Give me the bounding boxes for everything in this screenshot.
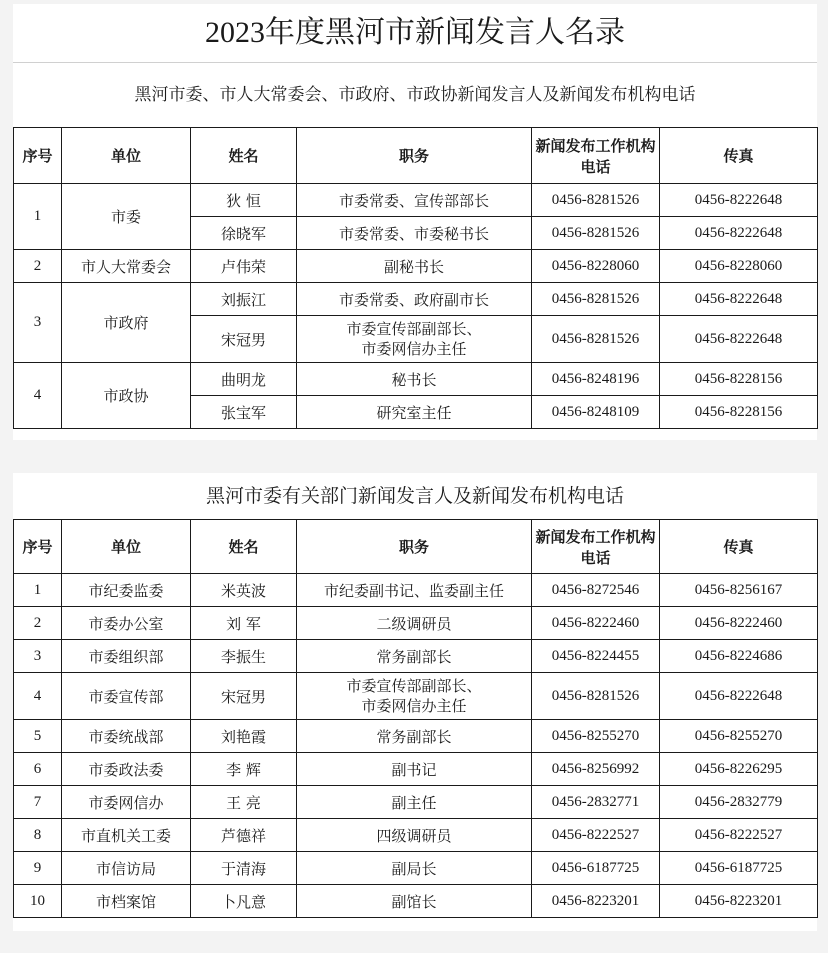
row-position: 副局长 <box>297 852 532 885</box>
row-name: 狄 恒 <box>191 184 297 217</box>
row-fax: 0456-8256167 <box>660 574 818 607</box>
table-row <box>14 885 818 918</box>
row-phone: 0456-8248196 <box>532 363 660 396</box>
row-phone: 0456-6187725 <box>532 852 660 885</box>
position-line-1: 市委宣传部副部长、 <box>346 320 482 338</box>
row-name: 曲明龙 <box>191 363 297 396</box>
row-position: 市委常委、宣传部部长 <box>297 184 532 217</box>
row-fax: 0456-8255270 <box>660 720 818 753</box>
row-no: 3 <box>14 283 62 363</box>
row-fax: 0456-8222460 <box>660 607 818 640</box>
row-name: 宋冠男 <box>191 673 297 720</box>
row-no: 5 <box>14 720 62 753</box>
row-no: 10 <box>14 885 62 918</box>
row-position: 市委常委、市委秘书长 <box>297 217 532 250</box>
row-unit: 市政协 <box>62 363 191 429</box>
header-name: 姓名 <box>191 520 297 574</box>
row-name: 于清海 <box>191 852 297 885</box>
row-phone: 0456-8272546 <box>532 574 660 607</box>
table-row <box>14 819 818 852</box>
row-position <box>297 316 532 363</box>
row-position: 常务副部长 <box>297 720 532 753</box>
row-fax: 0456-8222648 <box>660 283 818 316</box>
row-name: 米英波 <box>191 574 297 607</box>
header-no: 序号 <box>14 128 62 184</box>
row-fax: 0456-8222648 <box>660 673 818 720</box>
table-row <box>14 607 818 640</box>
row-position: 常务副部长 <box>297 640 532 673</box>
row-phone: 0456-8281526 <box>532 283 660 316</box>
row-unit: 市委网信办 <box>62 786 191 819</box>
row-fax: 0456-2832779 <box>660 786 818 819</box>
row-fax: 0456-8224686 <box>660 640 818 673</box>
row-fax: 0456-8223201 <box>660 885 818 918</box>
row-name: 刘振江 <box>191 283 297 316</box>
row-phone: 0456-8256992 <box>532 753 660 786</box>
row-no: 1 <box>14 184 62 250</box>
row-position: 副馆长 <box>297 885 532 918</box>
position-line-1: 市委宣传部副部长、 <box>346 677 482 695</box>
row-position: 研究室主任 <box>297 396 532 429</box>
row-no: 1 <box>14 574 62 607</box>
row-position: 四级调研员 <box>297 819 532 852</box>
row-no: 4 <box>14 673 62 720</box>
table-row <box>14 720 818 753</box>
row-name: 徐晓军 <box>191 217 297 250</box>
row-no: 3 <box>14 640 62 673</box>
row-no: 7 <box>14 786 62 819</box>
row-fax: 0456-8222648 <box>660 217 818 250</box>
row-phone: 0456-2832771 <box>532 786 660 819</box>
section2-sheet <box>13 473 817 931</box>
row-unit: 市委组织部 <box>62 640 191 673</box>
row-fax: 0456-8222648 <box>660 184 818 217</box>
row-unit: 市委宣传部 <box>62 673 191 720</box>
row-unit: 市委 <box>62 184 191 250</box>
row-unit: 市委办公室 <box>62 607 191 640</box>
row-no: 6 <box>14 753 62 786</box>
row-no: 4 <box>14 363 62 429</box>
row-fax: 0456-8226295 <box>660 753 818 786</box>
row-name: 李振生 <box>191 640 297 673</box>
row-unit: 市纪委监委 <box>62 574 191 607</box>
row-position: 副书记 <box>297 753 532 786</box>
row-phone: 0456-8255270 <box>532 720 660 753</box>
table-row <box>14 184 818 217</box>
table-header-row <box>14 128 818 184</box>
header-fax: 传真 <box>660 128 818 184</box>
table-row <box>14 640 818 673</box>
row-name: 刘 军 <box>191 607 297 640</box>
row-fax: 0456-8228156 <box>660 396 818 429</box>
row-no: 2 <box>14 607 62 640</box>
row-position <box>297 673 532 720</box>
section1-title: 黑河市委、市人大常委会、市政府、市政协新闻发言人及新闻发布机构电话 <box>134 85 696 105</box>
row-unit: 市政府 <box>62 283 191 363</box>
section2-title: 黑河市委有关部门新闻发言人及新闻发布机构电话 <box>205 485 624 507</box>
header-phone: 新闻发布工作机构电话 <box>532 520 660 574</box>
row-name: 王 亮 <box>191 786 297 819</box>
header-unit: 单位 <box>62 128 191 184</box>
row-fax: 0456-8222648 <box>660 316 818 363</box>
row-fax: 0456-8228060 <box>660 250 818 283</box>
row-fax: 0456-8222527 <box>660 819 818 852</box>
table-row <box>14 574 818 607</box>
row-no: 2 <box>14 250 62 283</box>
section1-sheet <box>13 4 817 440</box>
row-name: 卢伟荣 <box>191 250 297 283</box>
row-name: 宋冠男 <box>191 316 297 363</box>
header-unit: 单位 <box>62 520 191 574</box>
row-unit: 市委统战部 <box>62 720 191 753</box>
document-title: 2023年度黑河市新闻发言人名录 <box>13 4 817 63</box>
row-position: 市纪委副书记、监委副主任 <box>297 574 532 607</box>
header-fax: 传真 <box>660 520 818 574</box>
table-row <box>14 673 818 720</box>
position-line-2: 市委网信办主任 <box>361 697 467 715</box>
row-phone: 0456-8281526 <box>532 217 660 250</box>
row-name: 卜凡意 <box>191 885 297 918</box>
row-unit: 市直机关工委 <box>62 819 191 852</box>
row-unit: 市信访局 <box>62 852 191 885</box>
header-name: 姓名 <box>191 128 297 184</box>
row-name: 李 辉 <box>191 753 297 786</box>
table-row <box>14 852 818 885</box>
row-position: 副秘书长 <box>297 250 532 283</box>
row-position: 副主任 <box>297 786 532 819</box>
position-line-2: 市委网信办主任 <box>361 340 467 358</box>
table-header-row <box>14 520 818 574</box>
row-position: 二级调研员 <box>297 607 532 640</box>
row-phone: 0456-8281526 <box>532 316 660 363</box>
table-row <box>14 363 818 396</box>
header-position: 职务 <box>297 128 532 184</box>
table-row <box>14 786 818 819</box>
row-no: 8 <box>14 819 62 852</box>
row-phone: 0456-8223201 <box>532 885 660 918</box>
row-unit: 市档案馆 <box>62 885 191 918</box>
header-position: 职务 <box>297 520 532 574</box>
section2-table <box>13 519 818 918</box>
row-phone: 0456-8222527 <box>532 819 660 852</box>
row-no: 9 <box>14 852 62 885</box>
row-phone: 0456-8222460 <box>532 607 660 640</box>
row-phone: 0456-8248109 <box>532 396 660 429</box>
row-unit: 市人大常委会 <box>62 250 191 283</box>
row-name: 张宝军 <box>191 396 297 429</box>
row-name: 芦德祥 <box>191 819 297 852</box>
row-fax: 0456-6187725 <box>660 852 818 885</box>
row-phone: 0456-8224455 <box>532 640 660 673</box>
header-phone: 新闻发布工作机构电话 <box>532 128 660 184</box>
row-unit: 市委政法委 <box>62 753 191 786</box>
row-name: 刘艳霞 <box>191 720 297 753</box>
row-phone: 0456-8228060 <box>532 250 660 283</box>
row-position: 秘书长 <box>297 363 532 396</box>
table-row <box>14 753 818 786</box>
table-row <box>14 250 818 283</box>
table-row <box>14 283 818 316</box>
row-phone: 0456-8281526 <box>532 673 660 720</box>
row-position: 市委常委、政府副市长 <box>297 283 532 316</box>
section1-table <box>13 127 818 429</box>
row-phone: 0456-8281526 <box>532 184 660 217</box>
row-fax: 0456-8228156 <box>660 363 818 396</box>
header-no: 序号 <box>14 520 62 574</box>
